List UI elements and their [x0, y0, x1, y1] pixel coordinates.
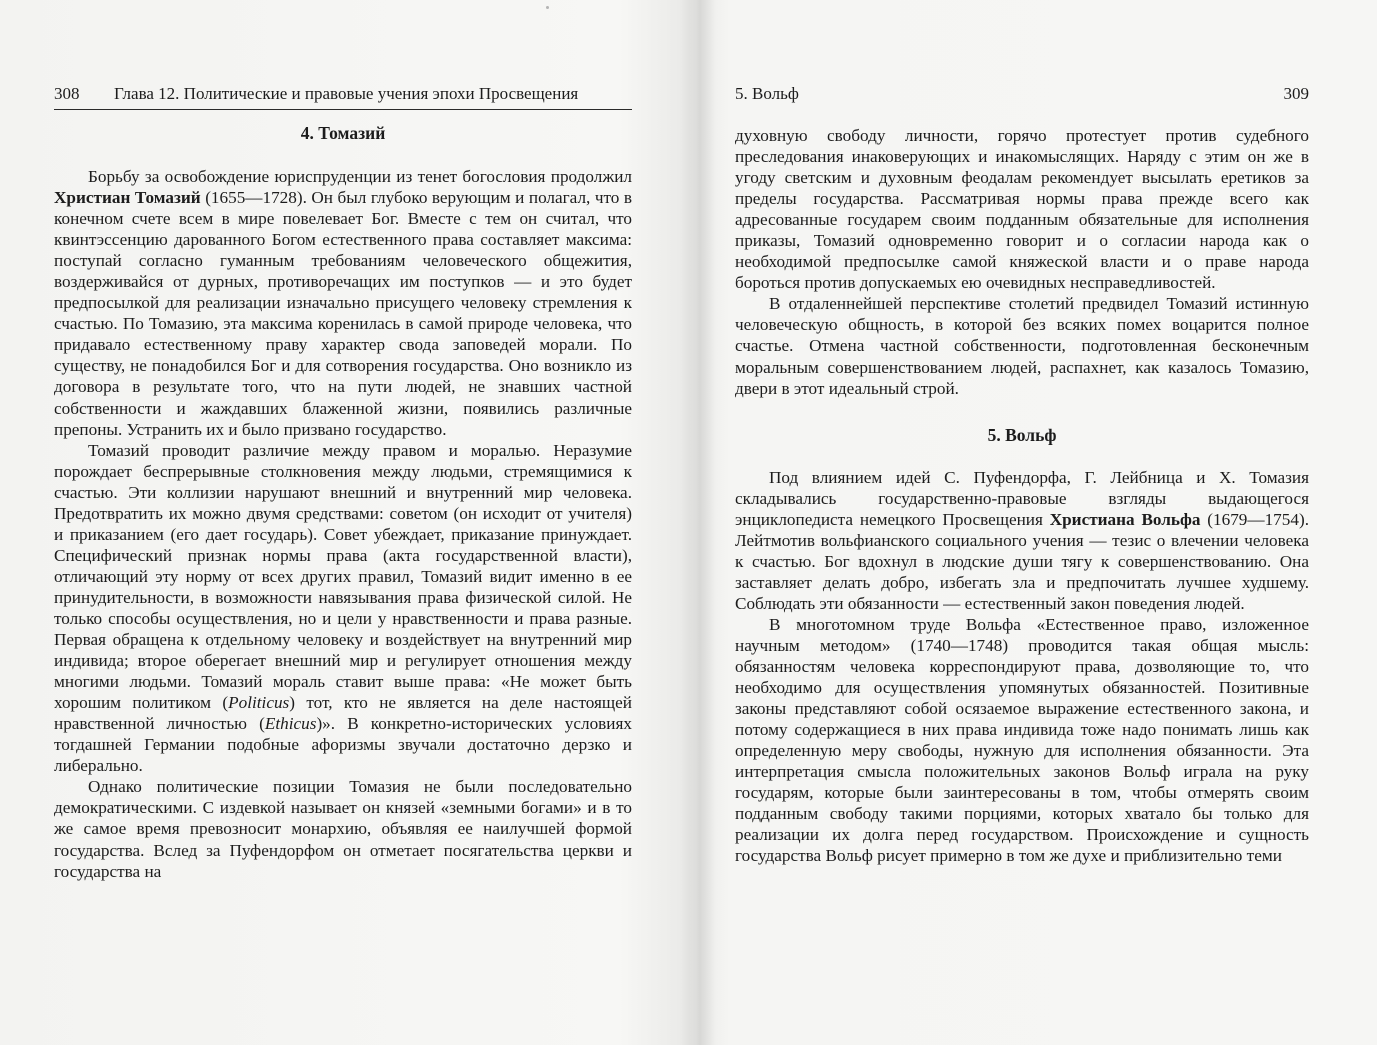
paragraph-text: Под влиянием идей С. Пуфендорфа, Г. Лейбница и Х. Томазия складывались государственно-правовые взгляды выдающегося энциклопедиста немецкого Просвещения	[735, 467, 1309, 529]
bold-name: Христиана Вольфа	[1049, 509, 1201, 529]
paragraph	[54, 166, 632, 440]
italic-term: Ethicus	[264, 714, 317, 734]
paragraph-text: В отдаленнейшей перспективе столетий предвидел Томазий истинную человеческую общность, в которой без всяких помех воцарится полное счастье. Отмена частной собственности, подготовленная бесконечным моральным совершенствованием людей, распахнет, как казалось Томазию, двери в этот идеальный строй.	[735, 294, 1309, 398]
paragraph-text: ) тот, кто не является на деле настоящей нравственной личностью (	[54, 693, 632, 734]
left-page-number: 308	[54, 84, 80, 103]
paragraph-text: (1655—1728). Он был глубоко верующим и полагал, что в конечном счете всем в мире повелевает Бог. Вместе с тем он считал, что квинтэссенцию дарованного Богом естественного права составляет максима: поступай согласно гуманным требованиям человеческого общежития, воздерживайся от дурных, противоречащих им поступков — и это будет предпосылкой для реализации изначально присущего человеку стремления к счастью. По Томазию, эта максима коренилась в самой природе человека, что придавало естественному праву характер свода заповедей морали. По существу, не понадобился Бог и для сотворения государства. Оно возникло из договора в результате того, что на пути людей, не знавших частной собственности и жаждавших блаженной жизни, появились различные препоны. Устранить их и было призвано государство.	[54, 188, 632, 439]
paragraph-text: )». В конкретно-исторических условиях тогдашней Германии подобные афоризмы звучали достаточно дерзко и либерально.	[54, 714, 632, 776]
right-running-title: 5. Вольф	[735, 84, 799, 103]
paragraph	[54, 440, 632, 777]
paragraph-text: (1679—1754). Лейтмотив вольфианского социального учения — тезис о влечении человека к счастью. Бог вдохнул в людские души тягу к совершенствованию. Она заставляет делать добро, избегать зла и предпочитать лучшее худшему. Соблюдать эти обязанности — естественный закон поведения людей.	[735, 509, 1309, 613]
left-text-block	[54, 122, 632, 882]
paragraph	[735, 125, 1309, 293]
right-page-number: 309	[1283, 84, 1309, 103]
paragraph	[735, 467, 1309, 614]
paragraph-text: духовную свободу личности, горячо протестует против судебного преследования инаковерующих и инакомыслящих. Наряду с этим он же в угоду светским и духовным феодалам рекомендует высылать еретиков за пределы государства. Рассматривая нормы права прежде всего как адресованные государем своим подданным обязательные для исполнения приказы, Томазий одновременно говорит и о согласии народа как о необходимой предпосылке самой княжеской власти и о праве народа бороться против допускаемых ею очевидных несправедливостей.	[735, 126, 1309, 293]
paragraph-text: Борьбу за освобождение юриспруденции из тенет богословия продолжил	[88, 167, 632, 186]
book-gutter	[680, 0, 716, 1045]
section-heading-thomasius: 4. Томазий	[300, 123, 386, 143]
scan-speck	[546, 6, 549, 9]
italic-term: Politicus	[228, 693, 290, 713]
section-heading-wolff: 5. Вольф	[987, 424, 1057, 445]
right-text-block	[735, 125, 1309, 867]
section-spacer	[735, 399, 1309, 425]
right-paragraphs-after-heading	[735, 467, 1309, 867]
bold-name: Христиан Томазий	[54, 188, 201, 208]
left-running-title: Глава 12. Политические и правовые учения эпохи Просвещения	[114, 84, 579, 103]
paragraph-text: Однако политические позиции Томазия не были последовательно демократическими. С издевкой называет он князей «земными богами» и в то же самое время превозносит монархию, объявляя ее наилучшей формой государства. Вслед за Пуфендорфом он отметает посягательства церкви и государства на	[54, 777, 632, 881]
paragraph	[54, 776, 632, 881]
paragraph	[735, 293, 1309, 398]
right-running-head	[735, 81, 1309, 109]
left-paragraphs	[54, 166, 632, 882]
right-paragraphs-before-heading	[735, 125, 1309, 399]
paragraph-text: Томазий проводит различие между правом и моралью. Неразумие порождает беспрерывные столкновения между людьми, стремящимися к счастью. Эти коллизии нарушают внешний и внутренний мир человека. Предотвратить их можно двумя средствами: советом (он исходит от учителя) и приказанием (его дает государь). Совет убеждает, приказание принуждает. Специфический признак нормы права (акта государственной власти), отличающий эту норму от всех других правил, Томазий видит именно в ее принудительности, в возможности навязывания права физической силой. Не только способы осуществления, но и цели у нравственности и права разные. Первая обращена к отдельному человеку и воздействует на внутренний мир индивида; второе оберегает внешний мир и регулирует отношения между многими людьми. Томазий мораль ставит выше права: «Не может быть хорошим политиком (	[54, 440, 632, 713]
left-running-head	[54, 81, 632, 110]
paragraph-text: В многотомном труде Вольфа «Естественное право, изложенное научным методом» (1740—1748) проводится такая общая мысль: обязанностям человека корреспондируют права, дозволяющие то, что необходимо для осуществления упомянутых обязанностей. Позитивные законы представляют собой осязаемое выражение естественного закона, и потому содержащиеся в них права индивида тоже надо понимать лишь как определенную меру свободы, нужную для исполнения обязанности. Эта интерпретация смысла положительных законов Вольф играла на руку государям, которые были заинтересованы в том, чтобы отмерять своим подданным свободу такими порциями, которых хватало бы только для реализации их долга перед государством. Происхождение и сущность государства Вольф рисует примерно в том же духе и приблизительно теми	[735, 614, 1309, 866]
paragraph	[735, 614, 1309, 867]
